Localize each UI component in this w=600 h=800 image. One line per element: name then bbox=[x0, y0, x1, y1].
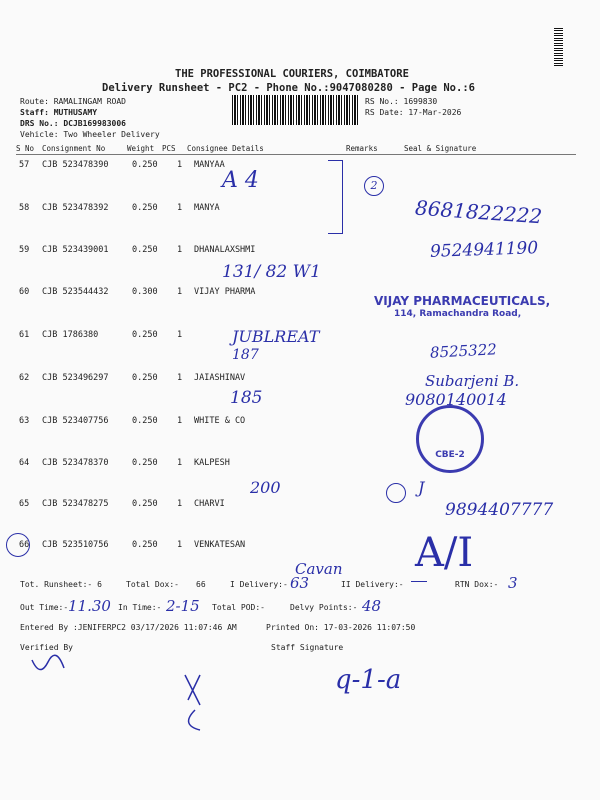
consignment-no: CJB 523510756 bbox=[42, 540, 109, 550]
handwriting-r64: 200 bbox=[250, 478, 281, 497]
consignee: CHARVI bbox=[194, 499, 225, 509]
weight: 0.250 bbox=[132, 458, 158, 468]
runsheet-subtitle: Delivery Runsheet - PC2 - Phone No.:9047080280 - Page No.:6 bbox=[102, 82, 475, 94]
col-consignment: Consignment No bbox=[42, 144, 106, 153]
consignee: MANYAA bbox=[194, 160, 225, 170]
col-remarks: Remarks bbox=[346, 144, 378, 153]
bracket-mark bbox=[328, 160, 343, 234]
in-time-label: In Time:- bbox=[118, 603, 162, 612]
rtn-dox-label: RTN Dox:- bbox=[455, 580, 499, 589]
staff-initials bbox=[180, 665, 220, 735]
staff-signature-label: Staff Signature bbox=[271, 643, 344, 652]
handwriting-circle-2: 2 bbox=[364, 176, 384, 196]
pcs: 1 bbox=[177, 287, 183, 297]
total-dox-value: 66 bbox=[196, 580, 206, 589]
out-time-label: Out Time:- bbox=[20, 603, 69, 612]
out-time-value: 11.30 bbox=[68, 597, 111, 615]
rs-number: RS No.: 1699830 bbox=[365, 97, 438, 106]
consignee: VIJAY PHARMA bbox=[194, 287, 256, 297]
consignment-no: CJB 523478390 bbox=[42, 160, 109, 170]
barcode bbox=[232, 95, 360, 125]
i-delivery-value: 63 bbox=[290, 574, 310, 592]
handwriting-circle bbox=[386, 483, 406, 503]
pcs: 1 bbox=[177, 160, 183, 170]
ii-delivery-dash bbox=[411, 581, 427, 582]
col-pcs: PCS bbox=[162, 144, 176, 153]
handwriting-phone-r58: 8681822222 bbox=[414, 195, 543, 229]
col-consignee: Consignee Details bbox=[187, 144, 264, 153]
sno: 58 bbox=[19, 203, 30, 213]
pcs: 1 bbox=[177, 245, 183, 255]
handwriting-r61: JUBLREAT bbox=[232, 327, 320, 346]
consignee: DHANALAXSHMI bbox=[194, 245, 256, 255]
pcs: 1 bbox=[177, 330, 183, 340]
consignment-no: CJB 1786380 bbox=[42, 330, 99, 340]
handwriting-r60: 8525322 bbox=[429, 340, 498, 362]
consignment-no: CJB 523544432 bbox=[42, 287, 109, 297]
in-time-value: 2-15 bbox=[166, 597, 200, 615]
sno: 57 bbox=[19, 160, 30, 170]
sno: 66 bbox=[19, 540, 30, 550]
consignee: MANYA bbox=[194, 203, 220, 213]
weight: 0.250 bbox=[132, 160, 158, 170]
weight: 0.250 bbox=[132, 416, 158, 426]
handwriting-r66: A/I bbox=[415, 530, 474, 576]
handwriting-r59: 131/ 82 W1 bbox=[222, 262, 321, 282]
handwriting-r65: J bbox=[418, 478, 425, 497]
pcs: 1 bbox=[177, 373, 183, 383]
col-weight: Weight bbox=[127, 144, 155, 153]
col-sno: S No bbox=[16, 144, 35, 153]
handwriting-r62: Subarjeni B. bbox=[425, 372, 520, 390]
i-delivery-label: I Delivery:- bbox=[230, 580, 288, 589]
sno: 63 bbox=[19, 416, 30, 426]
drs-number: DRS No.: DCJB169983006 bbox=[20, 119, 126, 128]
sno: 62 bbox=[19, 373, 30, 383]
sno: 61 bbox=[19, 330, 30, 340]
consignment-no: CJB 523478275 bbox=[42, 499, 109, 509]
printed-on: Printed On: 17-03-2026 11:07:50 bbox=[266, 623, 416, 632]
total-dox-label: Total Dox:- bbox=[126, 580, 179, 589]
tot-runsheet: Tot. Runsheet:- 6 bbox=[20, 580, 102, 589]
pcs: 1 bbox=[177, 416, 183, 426]
consignee: KALPESH bbox=[194, 458, 230, 468]
delvy-points-label: Delvy Points:- bbox=[290, 603, 358, 612]
weight: 0.250 bbox=[132, 330, 158, 340]
consignment-no: CJB 523407756 bbox=[42, 416, 109, 426]
delvy-points-value: 48 bbox=[362, 597, 382, 615]
weight: 0.250 bbox=[132, 203, 158, 213]
row-66-circle bbox=[6, 533, 30, 557]
vertical-barcode bbox=[554, 28, 563, 66]
company-title: THE PROFESSIONAL COURIERS, COIMBATORE bbox=[175, 68, 409, 80]
rs-date: RS Date: 17-Mar-2026 bbox=[365, 108, 462, 117]
route: Route: RAMALINGAM ROAD bbox=[20, 97, 126, 106]
sno: 65 bbox=[19, 499, 30, 509]
handwriting-r57: A 4 bbox=[222, 168, 259, 193]
consignment-no: CJB 523496297 bbox=[42, 373, 109, 383]
sno: 64 bbox=[19, 458, 30, 468]
consignee: VENKATESAN bbox=[194, 540, 246, 550]
pcs: 1 bbox=[177, 540, 183, 550]
sno: 59 bbox=[19, 245, 30, 255]
handwriting-r66b: Cavan bbox=[295, 560, 343, 578]
consignment-no: CJB 523439001 bbox=[42, 245, 109, 255]
handwriting-phone-r65: 9894407777 bbox=[445, 500, 554, 520]
sno: 60 bbox=[19, 287, 30, 297]
consignment-no: CJB 523478370 bbox=[42, 458, 109, 468]
consignee: JAIASHINAV bbox=[194, 373, 246, 383]
handwriting-phone-r62: 9080140014 bbox=[405, 390, 507, 409]
handwriting-r61b: 187 bbox=[232, 347, 259, 363]
handwriting-r62b: 185 bbox=[230, 388, 263, 408]
weight: 0.250 bbox=[132, 245, 158, 255]
handwriting-phone-r59: 9524941190 bbox=[429, 238, 539, 262]
pcs: 1 bbox=[177, 203, 183, 213]
pcs: 1 bbox=[177, 499, 183, 509]
signature-text: q-1-a bbox=[335, 665, 402, 695]
weight: 0.300 bbox=[132, 287, 158, 297]
verifier-signature bbox=[30, 650, 70, 680]
col-seal-signature: Seal & Signature bbox=[404, 144, 477, 153]
weight: 0.250 bbox=[132, 499, 158, 509]
consignee: WHITE & CO bbox=[194, 416, 246, 426]
verified-by-label: Verified By bbox=[20, 643, 73, 652]
header-divider bbox=[16, 154, 576, 155]
pcs: 1 bbox=[177, 458, 183, 468]
white-co-seal: CBE-2 bbox=[416, 405, 484, 473]
vijay-stamp-address: 114, Ramachandra Road, bbox=[394, 309, 522, 319]
vehicle: Vehicle: Two Wheeler Delivery bbox=[20, 130, 160, 139]
staff: Staff: MUTHUSAMY bbox=[20, 108, 98, 117]
consignment-no: CJB 523478392 bbox=[42, 203, 109, 213]
ii-delivery-label: II Delivery:- bbox=[341, 580, 404, 589]
vijay-stamp-name: VIJAY PHARMACEUTICALS, bbox=[374, 294, 551, 308]
entered-by: Entered By :JENIFERPC2 03/17/2026 11:07:46 AM bbox=[20, 623, 237, 632]
weight: 0.250 bbox=[132, 540, 158, 550]
rtn-dox-value: 3 bbox=[508, 574, 518, 592]
total-pod-label: Total POD:- bbox=[212, 603, 265, 612]
weight: 0.250 bbox=[132, 373, 158, 383]
